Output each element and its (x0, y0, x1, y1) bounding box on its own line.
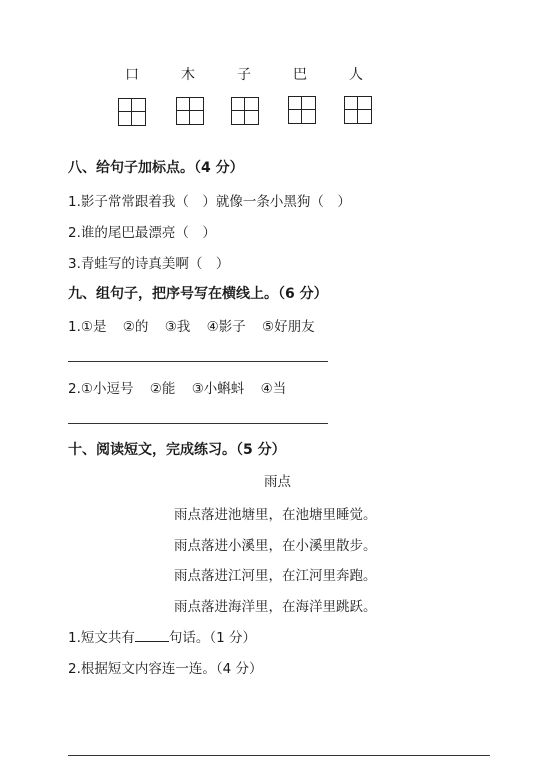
char-label-2: 子 (237, 67, 251, 83)
word-1: 1.①是 (68, 319, 107, 335)
word-4: ④影子 (206, 319, 246, 335)
char-label-4: 人 (349, 67, 363, 83)
section-9-question-1 (68, 315, 327, 335)
char-label-1: 木 (181, 67, 195, 83)
writing-grid-4[interactable] (344, 96, 372, 124)
poem-line-4: 雨点落进海洋里，在海洋里跳跃。 (174, 599, 377, 615)
char-label-3: 巴 (293, 67, 307, 83)
section-8-item-1: 1.影子常常跟着我（ ）就像一条小黑狗（ ） (68, 194, 351, 210)
q1-blank[interactable] (135, 627, 169, 642)
writing-grid-1[interactable] (176, 97, 204, 125)
word-1: 2.①小逗号 (68, 381, 134, 397)
section-8-item-3: 3.青蛙写的诗真美啊（ ） (68, 256, 230, 272)
answer-line-1[interactable] (68, 361, 328, 362)
section-8-heading: 八、给句子加标点。（4 分） (68, 160, 244, 176)
section-10-heading: 十、阅读短文，完成练习。（5 分） (68, 442, 286, 458)
page-bottom-rule (68, 755, 490, 756)
writing-grid-0[interactable] (118, 98, 146, 126)
word-5: ⑤好朋友 (262, 319, 315, 335)
word-2: ②的 (122, 319, 149, 335)
poem-line-3: 雨点落进江河里，在江河里奔跑。 (174, 568, 377, 584)
poem-title: 雨点 (264, 474, 291, 490)
section-9-heading: 九、组句子，把序号写在横线上。（6 分） (68, 286, 328, 302)
section-10-question-2: 2.根据短文内容连一连。（4 分） (68, 661, 263, 677)
word-2: ②能 (149, 381, 176, 397)
writing-grid-3[interactable] (288, 96, 316, 124)
poem-line-1: 雨点落进池塘里，在池塘里睡觉。 (174, 507, 377, 523)
char-label-0: 口 (125, 67, 139, 83)
word-3: ③小蝌蚪 (191, 381, 245, 397)
q1-suffix: 句话。（1 分） (168, 630, 257, 646)
q1-prefix: 1.短文共有 (68, 630, 135, 646)
word-4: ④当 (260, 381, 287, 397)
word-3: ③我 (164, 319, 191, 335)
section-9-question-2 (68, 377, 298, 397)
poem-line-2: 雨点落进小溪里，在小溪里散步。 (174, 538, 377, 554)
answer-line-2[interactable] (68, 423, 328, 424)
writing-grid-2[interactable] (231, 97, 259, 125)
section-8-item-2: 2.谁的尾巴最漂亮（ ） (68, 225, 216, 241)
section-10-question-1 (68, 626, 256, 646)
